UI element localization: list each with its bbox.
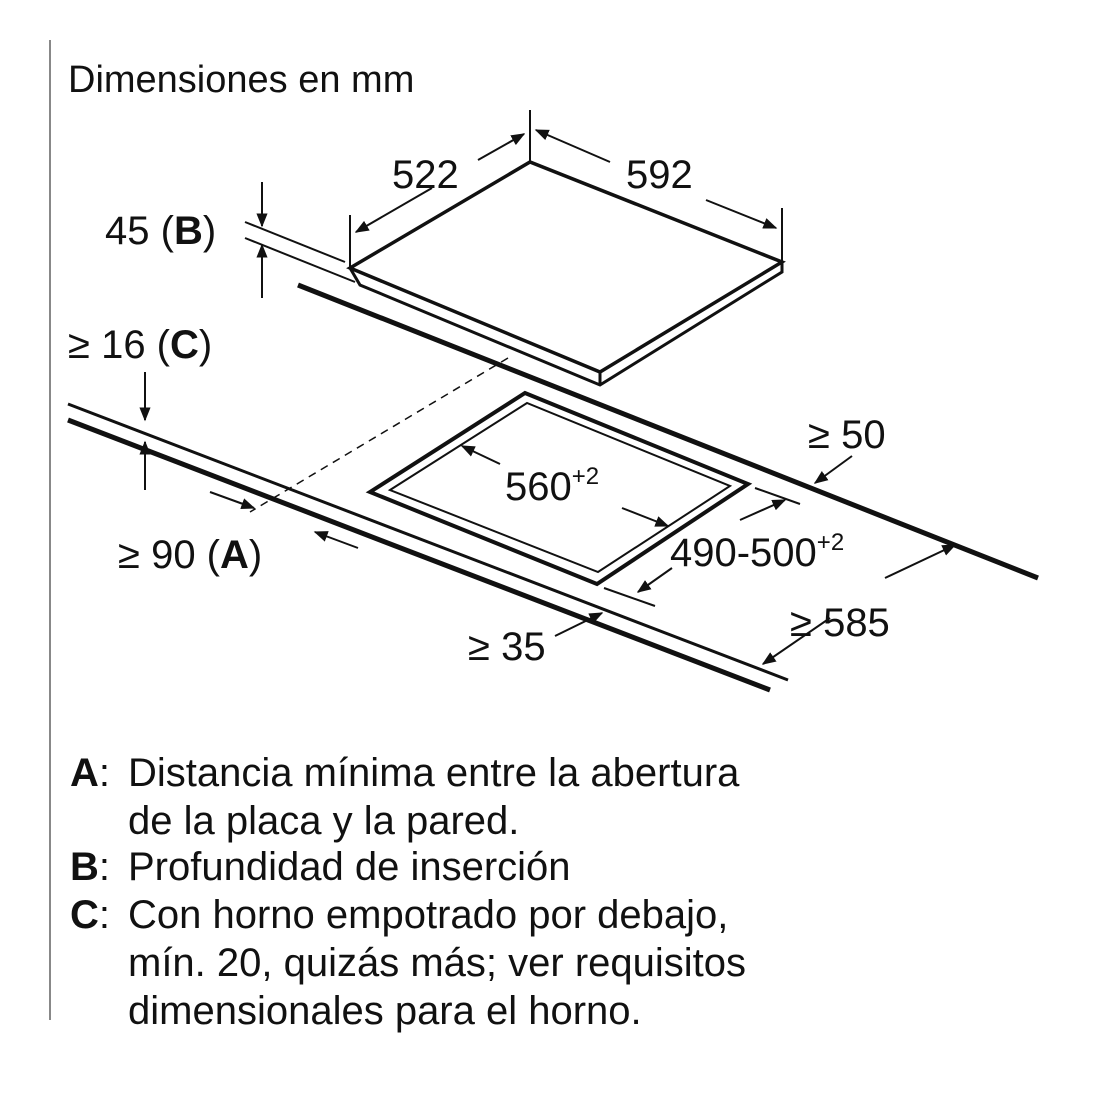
ext-line-top-thickness xyxy=(245,222,345,262)
legend-item-a-line-1: Distancia mínima entre la abertura xyxy=(128,751,740,795)
legend-item-c-line-3: dimensionales para el horno. xyxy=(128,989,642,1033)
ext-line-cutout-right xyxy=(755,488,800,504)
cutout-width-label: $560^{+2}$ xyxy=(505,463,600,509)
legend-item-c-line-2: mín. 20, quizás más; ver requisitos xyxy=(128,941,747,985)
legend-item-a-line-2: de la placa y la pared. xyxy=(128,799,520,843)
clearance-c-label: ≥ 16 (C) xyxy=(68,323,213,367)
cooktop-side-edge xyxy=(350,262,782,385)
worktop-depth-label: ≥ 585 xyxy=(790,601,890,645)
dim-line-522-b xyxy=(478,134,524,160)
width-label: 592 xyxy=(626,153,693,197)
legend-item-b: B: xyxy=(70,845,111,889)
thickness-label: 45 (B) xyxy=(105,209,217,253)
legend xyxy=(70,751,746,1033)
back-clearance-label: ≥ 50 xyxy=(808,413,886,457)
dim-line-490-a xyxy=(740,500,785,520)
dim-line-490-b xyxy=(638,568,672,592)
dim-line-560-a xyxy=(462,446,500,464)
dim-line-592-b xyxy=(706,200,776,228)
dim-line-585-a xyxy=(885,545,955,578)
dim-line-592-a xyxy=(536,130,610,162)
dim-line-90-a xyxy=(210,492,254,508)
legend-item-b-line-1: Profundidad de inserción xyxy=(128,845,571,889)
dim-line-90-b xyxy=(315,532,358,548)
wall-distance-label: ≥ 90 (A) xyxy=(118,533,263,577)
depth-label: 522 xyxy=(392,153,459,197)
dim-line-560-b xyxy=(622,508,668,526)
projection-dashed-line xyxy=(250,358,508,512)
legend-item-c-line-1: Con horno empotrado por debajo, xyxy=(128,893,729,937)
dim-line-50 xyxy=(815,456,852,483)
diagram-title: Dimensiones en mm xyxy=(68,59,415,101)
legend-item-c: C: xyxy=(70,893,111,937)
legend-item-a: A: xyxy=(70,751,111,795)
cutout-depth-label: $490-500^{+2}$ xyxy=(670,529,845,575)
ext-line-cutout-front xyxy=(604,588,655,606)
front-clearance-label: ≥ 35 xyxy=(468,625,546,669)
